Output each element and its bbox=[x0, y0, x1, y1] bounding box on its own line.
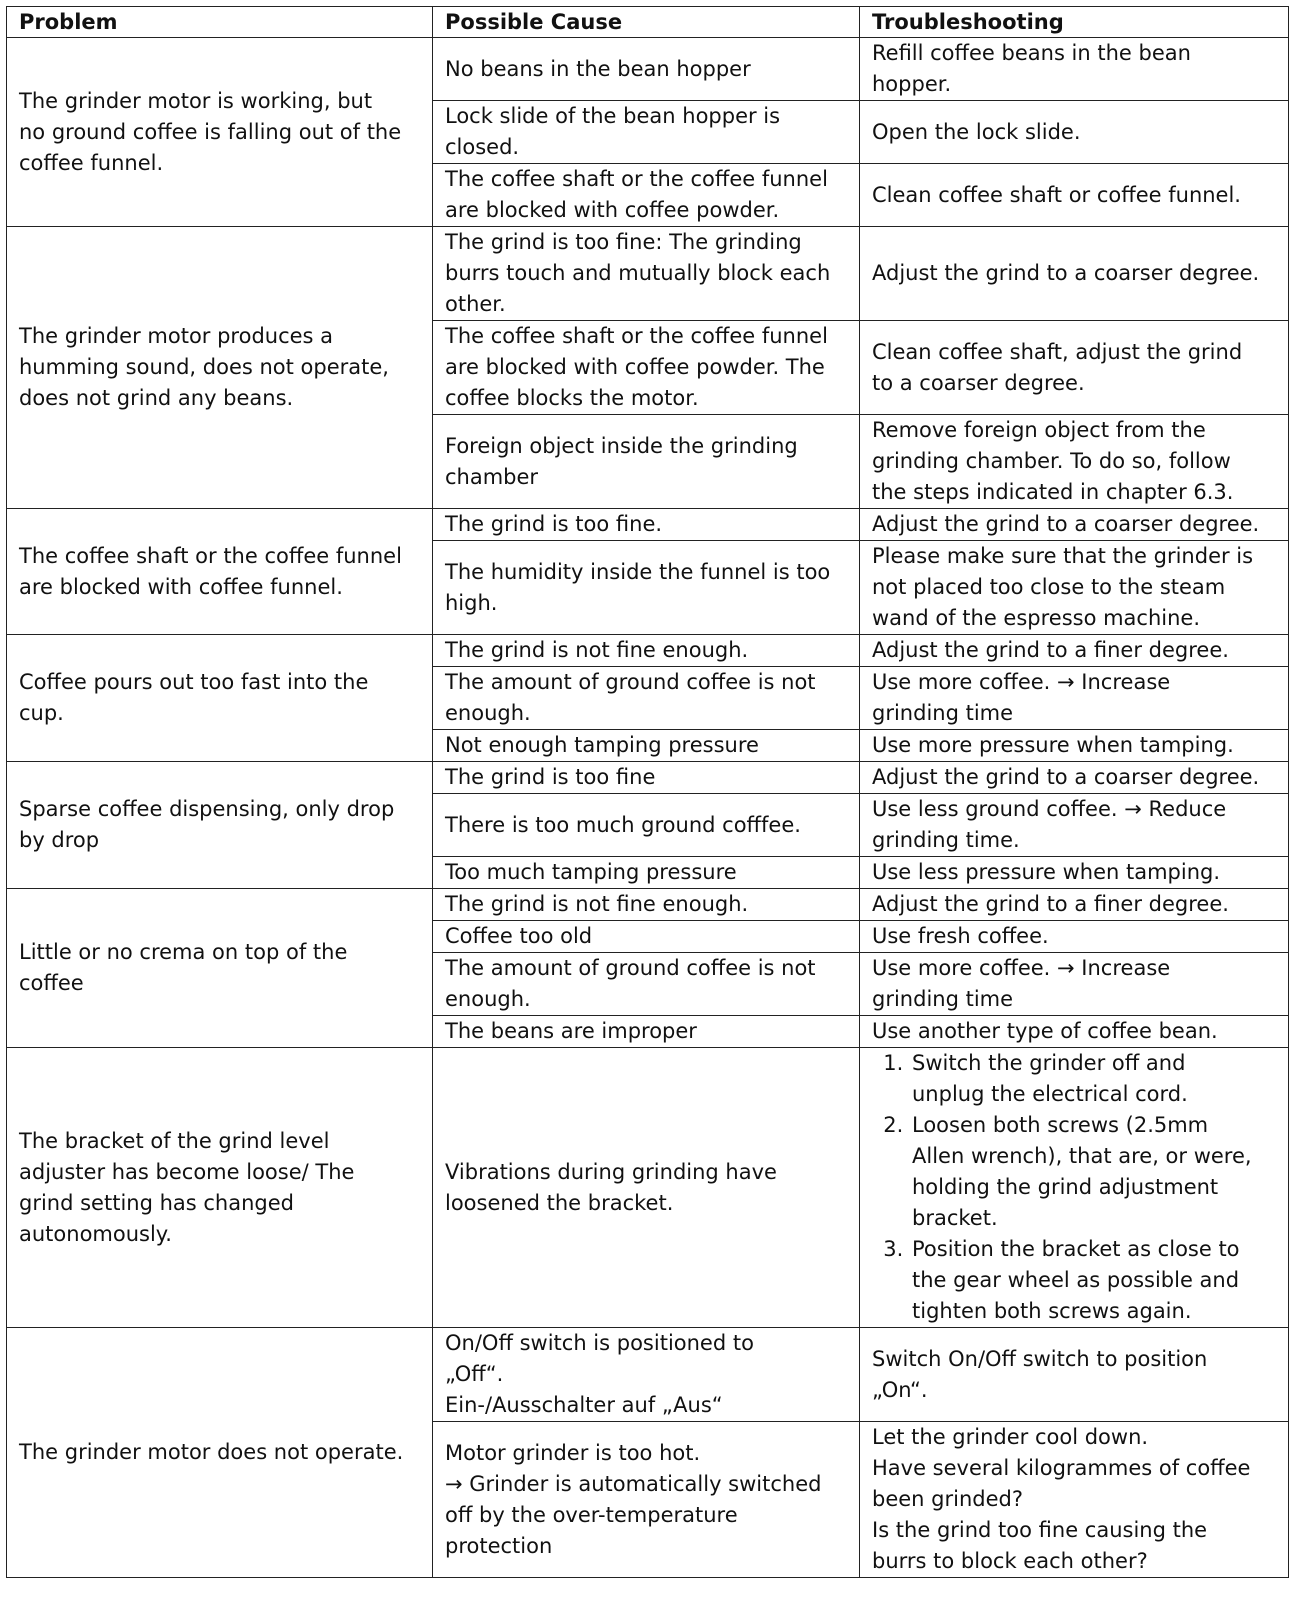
problem-text-line: The bracket of the grind level bbox=[19, 1128, 330, 1153]
troubleshooting-cell bbox=[860, 889, 1289, 921]
problem-cell bbox=[7, 762, 433, 889]
problem-text-line: no ground coffee is falling out of the bbox=[19, 119, 402, 144]
cause-text-line: Lock slide of the bean hopper is bbox=[445, 104, 781, 128]
step-text-line: 1. Switch the grinder off and bbox=[912, 1051, 1186, 1075]
problem-text-line: autonomously. bbox=[19, 1221, 172, 1246]
problem-text-line: The grinder motor is working, but bbox=[19, 88, 373, 113]
cause-text-line: enough. bbox=[445, 987, 531, 1011]
troubleshooting-cell bbox=[860, 857, 1289, 889]
fix-text-line: Please make sure that the grinder is bbox=[872, 544, 1254, 568]
problem-cell bbox=[7, 509, 433, 635]
cause-cell bbox=[433, 509, 860, 541]
fix-text-line: Open the lock slide. bbox=[872, 119, 1081, 144]
problem-text-line: coffee funnel. bbox=[19, 150, 164, 175]
fix-text-line: Use more coffee. → Increase bbox=[872, 670, 1171, 694]
table-row bbox=[7, 1048, 1289, 1328]
cause-text-line: The grind is not fine enough. bbox=[445, 638, 749, 662]
problem-text-line: Sparse coffee dispensing, only drop bbox=[19, 797, 395, 821]
cause-cell bbox=[433, 1422, 860, 1578]
table-row bbox=[7, 889, 1289, 921]
cause-text-line: coffee blocks the motor. bbox=[445, 386, 699, 410]
cause-text-line: There is too much ground cofffee. bbox=[445, 812, 801, 837]
cause-cell bbox=[433, 164, 860, 227]
fix-text-line: wand of the espresso machine. bbox=[872, 606, 1201, 630]
step-text-line: holding the grind adjustment bbox=[912, 1175, 1219, 1199]
problem-text-line: humming sound, does not operate, bbox=[19, 355, 389, 379]
troubleshooting-cell bbox=[860, 921, 1289, 953]
cause-text-line: The grind is too fine: The grinding bbox=[445, 230, 802, 254]
cause-text-line: The grind is not fine enough. bbox=[445, 892, 749, 916]
fix-text-line: Use fresh coffee. bbox=[872, 924, 1049, 948]
fix-text-line: Refill coffee beans in the bean bbox=[872, 41, 1191, 65]
fix-text-line: grinding chamber. To do so, follow bbox=[872, 449, 1231, 473]
problem-text-line: are blocked with coffee funnel. bbox=[19, 574, 343, 599]
cause-text-line: are blocked with coffee powder. The bbox=[445, 355, 825, 379]
cause-text-line: Vibrations during grinding have bbox=[445, 1159, 777, 1184]
problem-cell bbox=[7, 889, 433, 1048]
cause-text-line: The beans are improper bbox=[445, 1019, 697, 1043]
cause-text-line: „Off“. bbox=[445, 1362, 504, 1386]
cause-text-line: off by the over-temperature bbox=[445, 1502, 738, 1527]
fix-text-line: Use another type of coffee bean. bbox=[872, 1019, 1218, 1043]
fix-text-line: burrs to block each other? bbox=[872, 1549, 1148, 1573]
cause-text-line: The coffee shaft or the coffee funnel bbox=[445, 324, 828, 348]
troubleshooting-steps-list bbox=[872, 1048, 1276, 1327]
troubleshooting-cell bbox=[860, 730, 1289, 762]
troubleshooting-cell bbox=[860, 762, 1289, 794]
fix-text-line: the steps indicated in chapter 6.3. bbox=[872, 480, 1234, 504]
troubleshooting-cell bbox=[860, 1328, 1289, 1422]
fix-text-line: Use more coffee. → Increase bbox=[872, 956, 1171, 980]
fix-text-line: Remove foreign object from the bbox=[872, 418, 1206, 442]
fix-text-line: grinding time. bbox=[872, 828, 1020, 852]
troubleshooting-cell bbox=[860, 541, 1289, 635]
cause-text-line: loosened the bracket. bbox=[445, 1190, 674, 1215]
problem-text-line: Coffee pours out too fast into the bbox=[19, 670, 369, 694]
problem-cell bbox=[7, 38, 433, 227]
cause-text-line: high. bbox=[445, 590, 498, 615]
fix-text-line: grinding time bbox=[872, 701, 1014, 725]
problem-cell bbox=[7, 1048, 433, 1328]
fix-text-line: grinding time bbox=[872, 987, 1014, 1011]
troubleshooting-cell bbox=[860, 1016, 1289, 1048]
problem-text-line: coffee bbox=[19, 971, 84, 995]
problem-text-line: The coffee shaft or the coffee funnel bbox=[19, 543, 402, 568]
fix-text-line: Adjust the grind to a finer degree. bbox=[872, 638, 1229, 662]
cause-cell bbox=[433, 953, 860, 1016]
fix-text-line: Adjust the grind to a coarser degree. bbox=[872, 765, 1260, 789]
cause-text-line: No beans in the bean hopper bbox=[445, 56, 751, 81]
cause-cell bbox=[433, 1016, 860, 1048]
table-row bbox=[7, 762, 1289, 794]
step-text-line: bracket. bbox=[912, 1206, 998, 1230]
troubleshooting-cell bbox=[860, 794, 1289, 857]
cause-cell bbox=[433, 730, 860, 762]
cause-cell bbox=[433, 762, 860, 794]
cause-text-line: The grind is too fine bbox=[445, 765, 656, 789]
fix-text-line: Adjust the grind to a coarser degree. bbox=[872, 261, 1260, 285]
cause-cell bbox=[433, 38, 860, 101]
problem-cell bbox=[7, 635, 433, 762]
cause-cell bbox=[433, 889, 860, 921]
fix-text-line: Clean coffee shaft, adjust the grind bbox=[872, 339, 1243, 364]
header-possible-cause: Possible Cause bbox=[433, 7, 860, 38]
troubleshooting-table-container bbox=[6, 6, 1289, 1578]
cause-text-line: chamber bbox=[445, 464, 539, 489]
cause-cell bbox=[433, 321, 860, 415]
table-row bbox=[7, 38, 1289, 101]
step-text-line: the gear wheel as possible and bbox=[912, 1268, 1240, 1292]
problem-cell bbox=[7, 227, 433, 509]
header-troubleshooting: Troubleshooting bbox=[860, 7, 1289, 38]
cause-cell bbox=[433, 101, 860, 164]
troubleshooting-cell bbox=[860, 509, 1289, 541]
problem-text-line: adjuster has become loose/ The bbox=[19, 1159, 355, 1184]
table-body bbox=[7, 38, 1289, 1578]
problem-text-line: The grinder motor does not operate. bbox=[19, 1440, 404, 1464]
fix-text-line: Have several kilogrammes of coffee bbox=[872, 1456, 1251, 1480]
fix-text-line: hopper. bbox=[872, 72, 952, 96]
fix-text-line: to a coarser degree. bbox=[872, 370, 1085, 395]
troubleshooting-cell bbox=[860, 415, 1289, 509]
table-row bbox=[7, 227, 1289, 321]
step-text-line: 2. Loosen both screws (2.5mm bbox=[912, 1113, 1209, 1137]
cause-cell bbox=[433, 1328, 860, 1422]
troubleshooting-step bbox=[910, 1234, 1276, 1327]
cause-text-line: → Grinder is automatically switched bbox=[445, 1471, 822, 1496]
fix-text-line: Clean coffee shaft or coffee funnel. bbox=[872, 182, 1241, 207]
table-row bbox=[7, 1328, 1289, 1422]
cause-text-line: On/Off switch is positioned to bbox=[445, 1331, 754, 1355]
cause-text-line: Too much tamping pressure bbox=[445, 860, 737, 884]
cause-cell bbox=[433, 415, 860, 509]
step-text-line: 3. Position the bracket as close to bbox=[912, 1237, 1240, 1261]
troubleshooting-table bbox=[6, 6, 1289, 1578]
fix-text-line: Use less pressure when tamping. bbox=[872, 860, 1221, 884]
cause-text-line: other. bbox=[445, 292, 506, 316]
troubleshooting-cell bbox=[860, 1422, 1289, 1578]
cause-text-line: burrs touch and mutually block each bbox=[445, 261, 831, 285]
fix-text-line: Adjust the grind to a coarser degree. bbox=[872, 512, 1260, 536]
header-problem: Problem bbox=[7, 7, 433, 38]
cause-cell bbox=[433, 1048, 860, 1328]
cause-cell bbox=[433, 227, 860, 321]
cause-text-line: are blocked with coffee powder. bbox=[445, 198, 780, 222]
problem-cell bbox=[7, 1328, 433, 1578]
troubleshooting-cell bbox=[860, 635, 1289, 667]
cause-cell bbox=[433, 667, 860, 730]
cause-cell bbox=[433, 921, 860, 953]
fix-text-line: „On“. bbox=[872, 1377, 928, 1402]
cause-text-line: The grind is too fine. bbox=[445, 512, 663, 536]
cause-cell bbox=[433, 635, 860, 667]
fix-text-line: Use less ground coffee. → Reduce bbox=[872, 797, 1227, 821]
cause-text-line: Foreign object inside the grinding bbox=[445, 433, 798, 458]
table-row bbox=[7, 635, 1289, 667]
fix-text-line: Is the grind too fine causing the bbox=[872, 1518, 1208, 1542]
table-row bbox=[7, 509, 1289, 541]
troubleshooting-cell bbox=[860, 227, 1289, 321]
cause-text-line: Motor grinder is too hot. bbox=[445, 1440, 701, 1465]
troubleshooting-cell bbox=[860, 38, 1289, 101]
problem-text-line: cup. bbox=[19, 701, 64, 725]
cause-text-line: Coffee too old bbox=[445, 924, 593, 948]
header-row bbox=[7, 7, 1289, 38]
fix-text-line: Switch On/Off switch to position bbox=[872, 1346, 1208, 1371]
cause-text-line: The amount of ground coffee is not bbox=[445, 956, 816, 980]
fix-text-line: Let the grinder cool down. bbox=[872, 1425, 1149, 1449]
fix-text-line: Use more pressure when tamping. bbox=[872, 733, 1234, 757]
troubleshooting-step bbox=[910, 1048, 1276, 1110]
cause-text-line: The coffee shaft or the coffee funnel bbox=[445, 167, 828, 191]
problem-text-line: The grinder motor produces a bbox=[19, 324, 334, 348]
cause-text-line: Ein-/Ausschalter auf „Aus“ bbox=[445, 1393, 723, 1417]
troubleshooting-cell bbox=[860, 1048, 1289, 1328]
troubleshooting-cell bbox=[860, 101, 1289, 164]
troubleshooting-cell bbox=[860, 667, 1289, 730]
troubleshooting-step bbox=[910, 1110, 1276, 1234]
step-text-line: Allen wrench), that are, or were, bbox=[912, 1144, 1252, 1168]
cause-text-line: enough. bbox=[445, 701, 531, 725]
troubleshooting-cell bbox=[860, 953, 1289, 1016]
fix-text-line: Adjust the grind to a finer degree. bbox=[872, 892, 1229, 916]
problem-text-line: does not grind any beans. bbox=[19, 386, 294, 410]
step-text-line: tighten both screws again. bbox=[912, 1299, 1192, 1323]
problem-text-line: by drop bbox=[19, 828, 100, 852]
cause-cell bbox=[433, 857, 860, 889]
troubleshooting-cell bbox=[860, 164, 1289, 227]
cause-text-line: The humidity inside the funnel is too bbox=[445, 559, 831, 584]
cause-text-line: protection bbox=[445, 1533, 553, 1558]
cause-text-line: Not enough tamping pressure bbox=[445, 733, 759, 757]
cause-text-line: closed. bbox=[445, 135, 520, 159]
fix-text-line: been grinded? bbox=[872, 1487, 1023, 1511]
troubleshooting-cell bbox=[860, 321, 1289, 415]
cause-cell bbox=[433, 794, 860, 857]
cause-text-line: The amount of ground coffee is not bbox=[445, 670, 816, 694]
fix-text-line: not placed too close to the steam bbox=[872, 575, 1226, 599]
cause-cell bbox=[433, 541, 860, 635]
problem-text-line: grind setting has changed bbox=[19, 1190, 294, 1215]
step-text-line: unplug the electrical cord. bbox=[912, 1082, 1188, 1106]
problem-text-line: Little or no crema on top of the bbox=[19, 940, 348, 964]
